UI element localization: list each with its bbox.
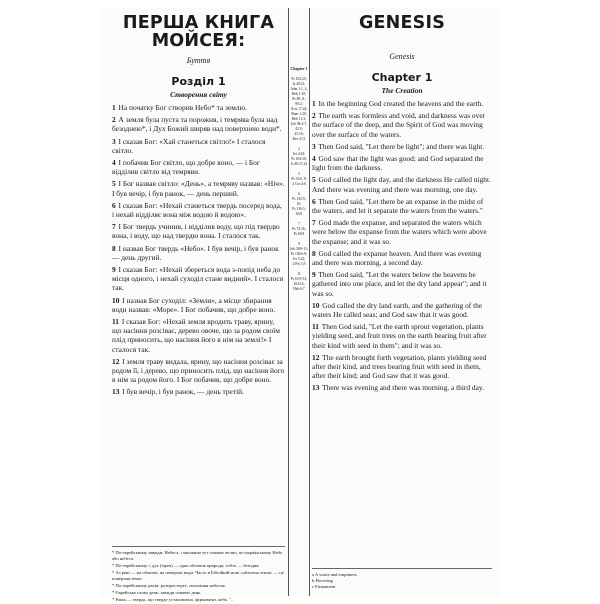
verse (312, 99, 492, 108)
verse-number: 6 (312, 196, 316, 206)
verse-text: There was evening and there was morning, a third day. (320, 383, 484, 393)
verse-text: І сказав Бог: «Нехай земля вродить траву, ярину, що насіння розсіває, дерево овоче, що за родом своїм плід приносить, що насіння його в нім на землі!» І сталося так. (112, 317, 280, 354)
verse-text: The earth brought forth vegetation, plants yielding seed after their kind, and trees bearing fruit with seed in them, after their kind; and God saw that it was good. (312, 352, 487, 381)
verse-number: 10 (312, 300, 320, 310)
footnote: * По-єврейському: і дух (ізрев) — одне обличчя природи, тобто — безодня. (112, 563, 260, 568)
verse-number: 4 (112, 158, 116, 168)
verse (312, 383, 492, 392)
verse (112, 103, 285, 112)
ukrainian-section-heading: Створення світу (170, 90, 227, 99)
verse-text: На початку Бог створив Небо* та землю. (116, 103, 247, 112)
ukrainian-footnotes (112, 546, 285, 604)
verse-text: І сказав Бог: «Нехай станеться твердь посеред вода, і нехай відділяє вона між водою й водою». (112, 200, 282, 220)
verse (312, 175, 492, 193)
verse-text: І побачив Бог світло, що добре воно, — і Бог відділив світло від темряви. (112, 158, 260, 177)
verse (312, 270, 492, 298)
verse-text: І був вечір, і був ранок, — день третій. (120, 387, 244, 397)
verse-text: І сказав Бог: «Нехай збереться вода з-попід неба до місця одного, і нехай суходіл стане видний». І сталося так. (112, 265, 284, 293)
verse (312, 111, 492, 139)
verse-text: І сказав Бог: «Хай станеться світло!» І сталося світло. (112, 136, 266, 155)
footnote: * Аз рені — на обличчі, на поверхні води. Часто в Біблійній мові «обличчя землі» — це поверхня землі. (112, 570, 284, 581)
english-column (312, 8, 492, 396)
ukrainian-book-title: ПЕРША КНИГА МОЙСЕЯ: (122, 13, 275, 51)
verse-text: Then God said, "Let the earth sprout vegetation, plants yielding seed, and fruit trees on the earth bearing fruit after their kind with seed in them"; and it was so. (312, 322, 487, 350)
verse-text: God called the light day, and the darkness He called night. And there was evening and there was morning, one day. (312, 175, 491, 194)
cross-reference-column (288, 8, 310, 596)
ukrainian-chapter-heading: Розділ 1 (171, 75, 226, 88)
verse-number: 12 (312, 352, 320, 362)
verse-number: 7 (312, 218, 316, 228)
verse (312, 218, 492, 246)
verse-text: God called the dry land earth, and the gathering of the waters He called seas; and God saw that it was good. (312, 300, 483, 320)
ukrainian-book-subtitle: Буття (186, 56, 211, 65)
verse-number: 5 (112, 179, 116, 189)
verse (112, 317, 285, 354)
verse (112, 222, 285, 240)
footnote: * По-єврейському завжди: Небеса, і множина тут означає велич, по-українському Небо або небеса. (112, 550, 283, 561)
english-book-subtitle: Genesis (389, 52, 415, 61)
verse (112, 244, 285, 262)
verse-text: І земля траву видала, ярину, що насіння розсіває за родом її, і дерево, що приносить плід, що насіння його в нім за родом його. І Бог побачив, що добре воно. (112, 356, 285, 385)
verse-text: God saw that the light was good; and God separated the light from the darkness. (312, 154, 484, 173)
verse-number: 5 (312, 175, 316, 185)
english-book-title: GENESIS (358, 13, 446, 33)
verse-text: І назвав Бог твердь «Небо». І був вечір, і був ранок — день другий. (112, 243, 279, 262)
footnote: * Ракія — твердь, що тверде установлено, фірмамент, небо, ''.. (112, 597, 234, 602)
verse-number: 11 (112, 317, 119, 327)
verse (112, 158, 285, 176)
verse-text: І Бог твердь учинив, і відділив воду, що під твердю вона, і воду, що над твердю вона. І сталося так. (112, 222, 280, 241)
verse-number: 6 (112, 200, 116, 210)
english-footnotes (312, 568, 492, 590)
verse (312, 322, 492, 350)
verse-text: The earth was formless and void, and darkness was over the surface of the deep, and the Spirit of God was moving over the surface of the waters. (312, 111, 486, 139)
bible-page (100, 8, 500, 602)
verse-number: 13 (312, 383, 320, 393)
verse (112, 387, 285, 396)
verse-text: Then God said, "Let the waters below the heavens be gathered into one place, and let the dry land appear"; and it was so. (312, 270, 487, 298)
verse (112, 115, 285, 133)
verse (312, 353, 492, 381)
verse-text: І назвав Бог суходіл: «Земля», а місце збирання води назвав: «Море». І Бог побачив, що добре воно. (112, 295, 276, 314)
verse-text: God called the expanse heaven. And there was evening and there was morning, a second day. (312, 248, 482, 268)
verse-number: 7 (112, 222, 116, 232)
verse-number: 3 (112, 136, 116, 146)
verse-number: 9 (312, 270, 316, 280)
verse (112, 179, 285, 197)
verse (312, 249, 492, 267)
verse-number: 8 (112, 243, 116, 253)
verse-text: Then God said, "Let there be an expanse in the midst of the waters, and let it separate the waters from the waters." (312, 196, 484, 216)
verse-number: 8 (312, 248, 316, 258)
verse-number: 2 (112, 115, 116, 125)
cross-reference-header: Chapter 1 (290, 66, 308, 71)
english-section-heading: The Creation (381, 86, 423, 95)
english-chapter-heading: Chapter 1 (371, 71, 433, 84)
verse (112, 201, 285, 219)
verse-text: А земля була пуста та порожня, і темрява була над безоднею*, і Дух Божий ширяв над поверхнею води*. (112, 115, 282, 134)
verse (312, 197, 492, 215)
footnote: * По-єврейському рахія: розпростерте, склепіння небесне. (112, 583, 227, 588)
verse (112, 296, 285, 314)
verse (112, 137, 285, 155)
verse-number: 11 (312, 322, 319, 332)
verse-number: 3 (312, 141, 316, 151)
ukrainian-column (112, 8, 285, 400)
verse (312, 154, 492, 172)
ukrainian-verses (112, 103, 285, 397)
footnote: a A waste and emptiness (312, 572, 357, 577)
verse-number: 4 (312, 154, 316, 164)
verse-number: 1 (312, 99, 316, 108)
verse-number: 2 (312, 111, 316, 121)
footnote: c Firmament (312, 584, 336, 589)
verse-number: 12 (112, 356, 120, 366)
verse (312, 142, 492, 151)
verse-number: 9 (112, 265, 116, 275)
verse-number: 1 (112, 103, 116, 112)
verse-text: In the beginning God created the heavens and the earth. (316, 99, 484, 108)
footnote: b Hovering (312, 578, 333, 583)
verse-number: 13 (112, 387, 120, 397)
verse (112, 265, 285, 293)
cross-reference-list: Ps 102:25; Is 40:21; John 1:1, 2; Heb 1:10; Ps 89:11; 90:2; Acts 17:24; Rom 1:20; Heb 11:3; Job 38:4-7; 42:5; 45:18; Rev 4:11 2 Jer 4:23; Ps 104:30; Is 40:13,14 3 Ps 33:6, 9; 2 Cor 4:6 6 Ps 145:9; 10; Ps 136:5; 65:8 7 Ps 74:16; Ps 65:8 9 Job 38:8-11; Ps 104:6-9; Jer 5:22; 2 Pet 3:5 11 Ps 65:9-13; 104:14; Heb 6:7 (290, 77, 308, 291)
footnote: * Єврейське слово день: завжди означає день. (112, 590, 202, 595)
verse (112, 357, 285, 385)
verse-text: І Бог назвав світло: «День», а темряву назвав: «Ніч». І був вечір, і був ранок, — день перший. (112, 179, 285, 198)
verse-text: God made the expanse, and separated the waters which were below the expanse from the waters which were above the expanse; and it was so. (312, 218, 487, 246)
english-verses (312, 99, 492, 393)
verse (312, 301, 492, 319)
verse-text: Then God said, "Let there be light"; and there was light. (316, 141, 485, 151)
verse-number: 10 (112, 295, 120, 305)
